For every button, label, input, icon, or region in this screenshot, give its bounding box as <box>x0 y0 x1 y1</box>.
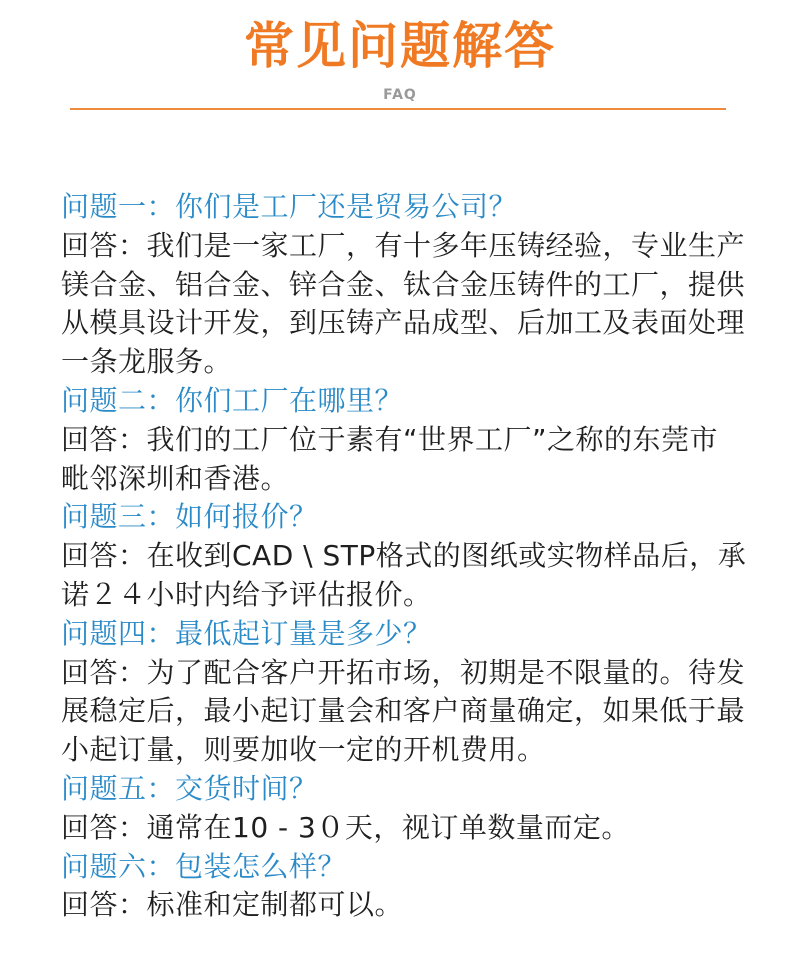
faq-question: 问题三：如何报价？ <box>61 500 318 534</box>
faq-item-6 <box>61 848 751 926</box>
page-subtitle: FAQ <box>383 87 417 103</box>
faq-answer-line: 毗邻深圳和香港。 <box>61 461 290 495</box>
faq-answer-line: 回答：在收到CAD \ STP格式的图纸或实物样品后，承 <box>61 539 747 573</box>
page-title: 常见问题解答 <box>244 17 556 75</box>
faq-answer-line: 回答：为了配合客户开拓市场，初期是不限量的。待发 <box>61 655 746 689</box>
faq-answer-line: 回答：标准和定制都可以。 <box>61 888 404 922</box>
faq-answer-line: 从模具设计开发，到压铸产品成型、后加工及表面处理 <box>61 306 746 340</box>
title-divider <box>70 108 726 110</box>
faq-item-5 <box>61 770 751 848</box>
faq-answer-line: 一条龙服务。 <box>61 345 233 379</box>
faq-answer <box>61 886 751 925</box>
faq-answer-line: 回答：通常在10 - 3０天，视订单数量而定。 <box>61 810 630 844</box>
faq-answer <box>61 809 751 848</box>
faq-answer-line: 镁合金、铝合金、锌合金、钛合金压铸件的工厂，提供 <box>61 267 746 301</box>
faq-item-2 <box>61 382 751 498</box>
faq-question: 问题四：最低起订量是多少？ <box>61 616 432 650</box>
faq-item-1 <box>61 188 751 382</box>
faq-question: 问题五：交货时间？ <box>61 771 318 805</box>
faq-item-3 <box>61 498 751 614</box>
faq-question: 问题一：你们是工厂还是贸易公司？ <box>61 190 518 223</box>
faq-answer-line: 展稳定后，最小起订量会和客户商量确定，如果低于最 <box>61 694 746 728</box>
faq-answer <box>61 227 751 382</box>
faq-question: 问题六：包装怎么样？ <box>61 849 347 883</box>
faq-answer <box>61 654 751 770</box>
faq-item-4 <box>61 615 751 770</box>
faq-list <box>61 188 751 925</box>
faq-answer-line: 诺２４小时内给予评估报价。 <box>61 577 432 611</box>
faq-answer-line: 回答：我们的工厂位于素有“世界工厂”之称的东莞市 <box>61 422 719 456</box>
faq-answer-line: 小起订量，则要加收一定的开机费用。 <box>61 733 546 767</box>
faq-answer <box>61 421 751 499</box>
faq-answer-line: 回答：我们是一家工厂，有十多年压铸经验，专业生产 <box>61 228 746 262</box>
faq-question: 问题二：你们工厂在哪里？ <box>61 383 404 417</box>
faq-answer <box>61 537 751 615</box>
